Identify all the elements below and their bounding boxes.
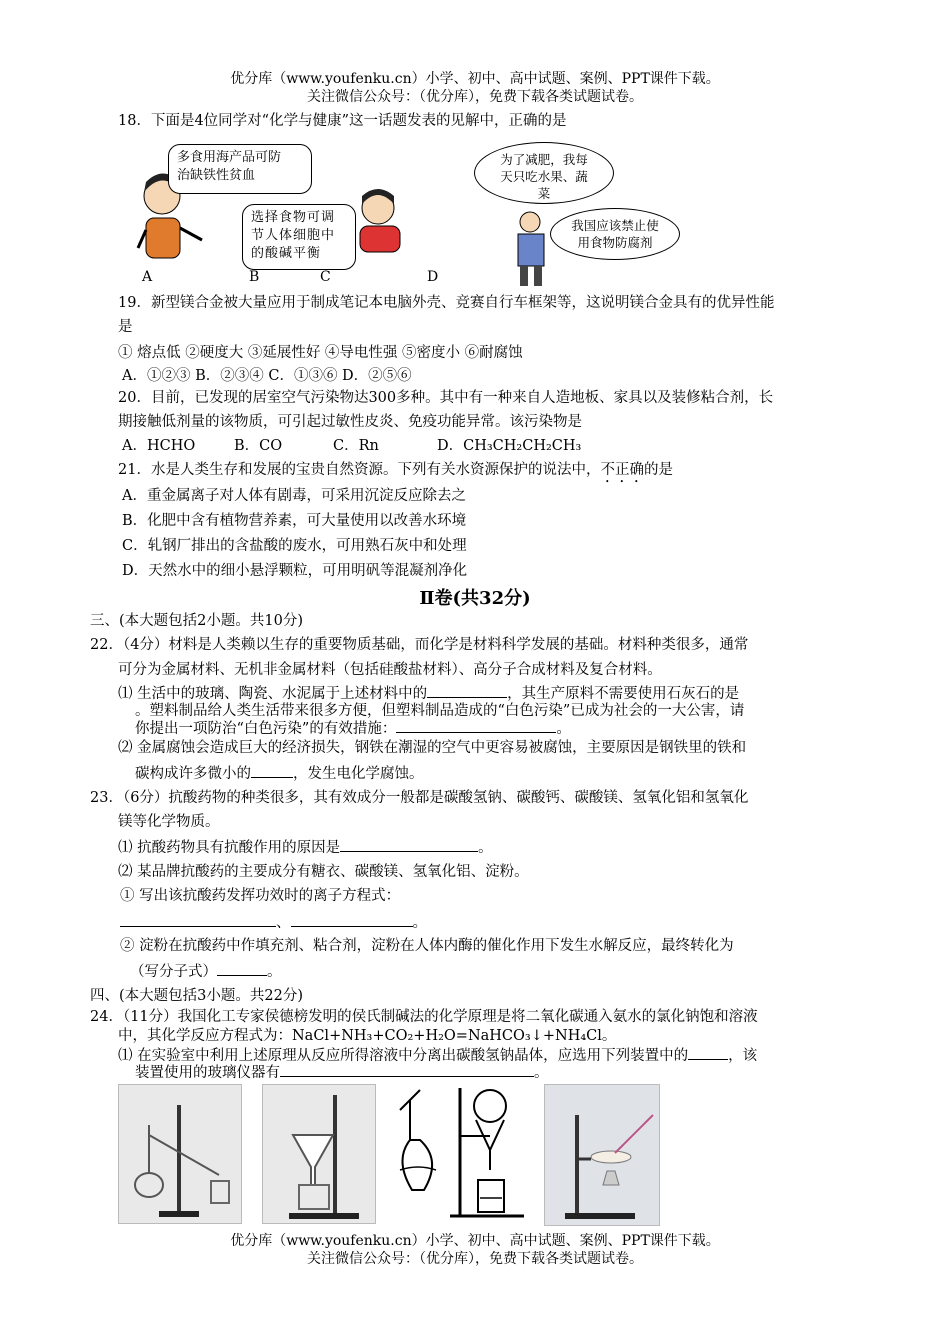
q22-line-7 — [135, 763, 424, 784]
q22-line-3-b: ，其生产原料不需要使用石灰石的是 — [507, 686, 740, 702]
q20-option-d: D．CH₃CH₂CH₂CH₃ — [437, 438, 582, 454]
q22-line-1: 22．（4分）材料是人类赖以生存的重要物质基础，而化学是材料科学发展的基础。材料种类很多，通常 — [90, 637, 749, 653]
q24-line-1: 24．（11分）我国化工专家侯德榜发明的侯氏制碱法的化学原理是将二氧化碳通入氨水的氯化钠饱和溶液 — [90, 1009, 758, 1025]
q21-option-a: A．重金属离子对人体有剧毒，可采用沉淀反应除去之 — [122, 488, 466, 504]
q19-options: A．①②③ B．②③④ C．①③⑥ D．②⑤⑥ — [122, 368, 412, 384]
footer-line-2: 关注微信公众号：（优分库），免费下载各类试题试卷。 — [307, 1251, 643, 1267]
q23-line-2: 镁等化学物质。 — [118, 814, 220, 830]
q18-label-b: B — [249, 269, 260, 285]
q22-line-7-a: 碳构成许多微小的 — [135, 766, 251, 782]
q22-line-7-b: ，发生电化学腐蚀。 — [293, 766, 424, 782]
bubble-c-line-2: 天只吃水果、蔬 — [500, 169, 588, 184]
q22-line-5 — [135, 718, 571, 739]
q23-line-5: ① 写出该抗酸药发挥功效时的离子方程式： — [120, 888, 401, 904]
section-4-title: 四、(本大题包括3小题。共22分) — [90, 988, 303, 1004]
apparatus-evaporation-photo — [544, 1084, 660, 1226]
q23-line-3 — [118, 837, 493, 858]
q23-line-1: 23．（6分）抗酸药物的种类很多，其有效成分一般都是碳酸氢钠、碳酸钙、碳酸镁、氢氧化铝和氢氧化 — [90, 790, 749, 806]
q23-line-7: ② 淀粉在抗酸药中作填充剂、粘合剂，淀粉在人体内酶的催化作用下发生水解反应，最终转化为 — [120, 938, 734, 954]
apparatus-separatory-funnel-diagram — [390, 1080, 530, 1226]
funnel-icon — [263, 1085, 375, 1223]
q22-line-4: 。塑料制品给人类生活带来很多方便，但塑料制品造成的“白色污染”已成为社会的一大公害，请 — [135, 703, 745, 719]
q23-line-6-b: 。 — [412, 915, 427, 931]
bubble-c-line-3: 菜 — [537, 186, 551, 201]
q22-line-6: ⑵ 金属腐蚀会造成巨大的经济损失，钢铁在潮湿的空气中更容易被腐蚀，主要原因是钢铁里的铁和 — [118, 740, 747, 756]
q23-line-8-b: 。 — [267, 964, 282, 980]
q20-option-c: C．Rn — [333, 438, 379, 454]
bubble-b-line-1: 选择食物可调 — [251, 210, 336, 225]
q23-line-8-a: （写分子式） — [130, 964, 217, 980]
thought-bubble-d — [550, 208, 680, 260]
q24-line-2: 中，其化学反应方程式为：NaCl+NH₃+CO₂+H₂O=NaHCO₃↓+NH₄Cl。 — [118, 1028, 617, 1044]
q24-line-4-a: 装置使用的玻璃仪器有 — [135, 1065, 280, 1081]
evaporating-dish-icon — [545, 1085, 659, 1225]
q24-blank-1[interactable] — [688, 1045, 728, 1060]
q18-stem: 18．下面是4位同学对“化学与健康”这一话题发表的见解中，正确的是 — [118, 113, 567, 129]
q22-line-3-a: ⑴ 生活中的玻璃、陶瓷、水泥属于上述材料中的 — [118, 686, 428, 702]
q18-label-c: C — [320, 269, 331, 285]
bubble-a-line-1: 多食用海产品可防 — [177, 150, 282, 165]
q20-option-b: B．CO — [234, 438, 283, 454]
thought-bubble-c — [474, 142, 614, 204]
q19-properties: ① 熔点低 ②硬度大 ③延展性好 ④导电性强 ⑤密度小 ⑥耐腐蚀 — [118, 345, 523, 361]
boy-figure-c — [346, 186, 416, 256]
header-line-1: 优分库（www.youfenku.cn）小学、初中、高中试题、案例、PPT课件下载。 — [230, 71, 720, 87]
q22-blank-2[interactable] — [396, 718, 556, 733]
q23-blank-3[interactable] — [291, 912, 413, 927]
q22-line-5-a: 你提出一项防治“白色污染”的有效措施： — [135, 721, 397, 737]
q21-stem-post: 的是 — [643, 462, 673, 478]
q19-stem-1: 19．新型镁合金被大量应用于制成笔记本电脑外壳、竞赛自行车框架等，这说明镁合金具有的优异性能 — [118, 295, 775, 311]
speech-bubble-b — [242, 204, 356, 270]
q23-blank-1[interactable] — [340, 837, 478, 852]
q21-option-d: D．天然水中的细小悬浮颗粒，可用明矾等混凝剂净化 — [122, 563, 468, 579]
separatory-funnel-icon — [390, 1080, 530, 1226]
q23-line-6 — [120, 912, 427, 933]
footer-line-1: 优分库（www.youfenku.cn）小学、初中、高中试题、案例、PPT课件下载。 — [230, 1233, 720, 1249]
q19-stem-2: 是 — [118, 319, 133, 335]
q21-option-c: C．轧钢厂排出的含盐酸的废水，可用熟石灰中和处理 — [122, 538, 467, 554]
q23-line-8 — [130, 961, 282, 982]
header-line-2: 关注微信公众号：（优分库），免费下载各类试题试卷。 — [307, 89, 643, 105]
bubble-b-line-3: 的酸碱平衡 — [251, 246, 322, 261]
q18-label-a: A — [142, 269, 153, 285]
q23-line-6-a: 、 — [276, 915, 291, 931]
bubble-b-line-2: 节人体细胞中 — [251, 228, 336, 243]
q22-blank-1[interactable] — [427, 683, 507, 698]
bubble-c-line-1: 为了减肥，我每 — [500, 152, 588, 167]
q24-blank-2[interactable] — [280, 1062, 534, 1077]
q20-option-a: A．HCHO — [122, 438, 196, 454]
part2-title: Ⅱ卷(共32分) — [419, 588, 531, 609]
apparatus-filtration-photo — [262, 1084, 376, 1224]
q21-option-b: B．化肥中含有植物营养素，可大量使用以改善水环境 — [122, 513, 467, 529]
q20-stem-1: 20．目前，已发现的居室空气污染物达300多种。其中有一种来自人造地板、家具以及装修粘合剂，长 — [118, 390, 774, 406]
q22-line-2: 可分为金属材料、无机非金属材料（包括硅酸盐材料）、高分子合成材料及复合材料。 — [118, 662, 662, 678]
q18-illustration — [118, 138, 738, 288]
q22-blank-3[interactable] — [251, 763, 293, 778]
bubble-d-line-1: 我国应该禁止使 — [571, 218, 659, 233]
q18-label-d: D — [427, 269, 439, 285]
q23-line-3-b: 。 — [478, 840, 493, 856]
q24-line-3-b: ，该 — [728, 1048, 758, 1064]
q20-stem-2: 期接触低剂量的该物质，可引起过敏性皮炎、免疫功能异常。该污染物是 — [118, 414, 582, 430]
q21-stem-emphasis: 不正确 — [600, 462, 644, 478]
q23-blank-2[interactable] — [120, 912, 276, 927]
q24-line-3-a: ⑴ 在实验室中利用上述原理从反应所得溶液中分离出碳酸氢钠晶体，应选用下列装置中的 — [118, 1048, 689, 1064]
q24-line-4-b: 。 — [534, 1065, 549, 1081]
distillation-icon — [119, 1085, 241, 1223]
section-3-title: 三、(本大题包括2小题。共10分) — [90, 613, 303, 629]
apparatus-distillation-photo — [118, 1084, 242, 1224]
bubble-a-line-2: 治缺铁性贫血 — [177, 168, 256, 183]
q21-stem-pre: 21．水是人类生存和发展的宝贵自然资源。下列有关水资源保护的说法中， — [118, 462, 601, 478]
q23-blank-4[interactable] — [217, 961, 267, 976]
q23-line-4: ⑵ 某品牌抗酸药的主要成分有糖衣、碳酸镁、氢氧化铝、淀粉。 — [118, 864, 529, 880]
bubble-d-line-2: 用食物防腐剂 — [577, 235, 653, 250]
q21-stem — [118, 460, 673, 486]
speech-bubble-a — [168, 144, 312, 194]
q23-line-3-a: ⑴ 抗酸药物具有抗酸作用的原因是 — [118, 840, 341, 856]
q22-line-5-b: 。 — [556, 721, 571, 737]
